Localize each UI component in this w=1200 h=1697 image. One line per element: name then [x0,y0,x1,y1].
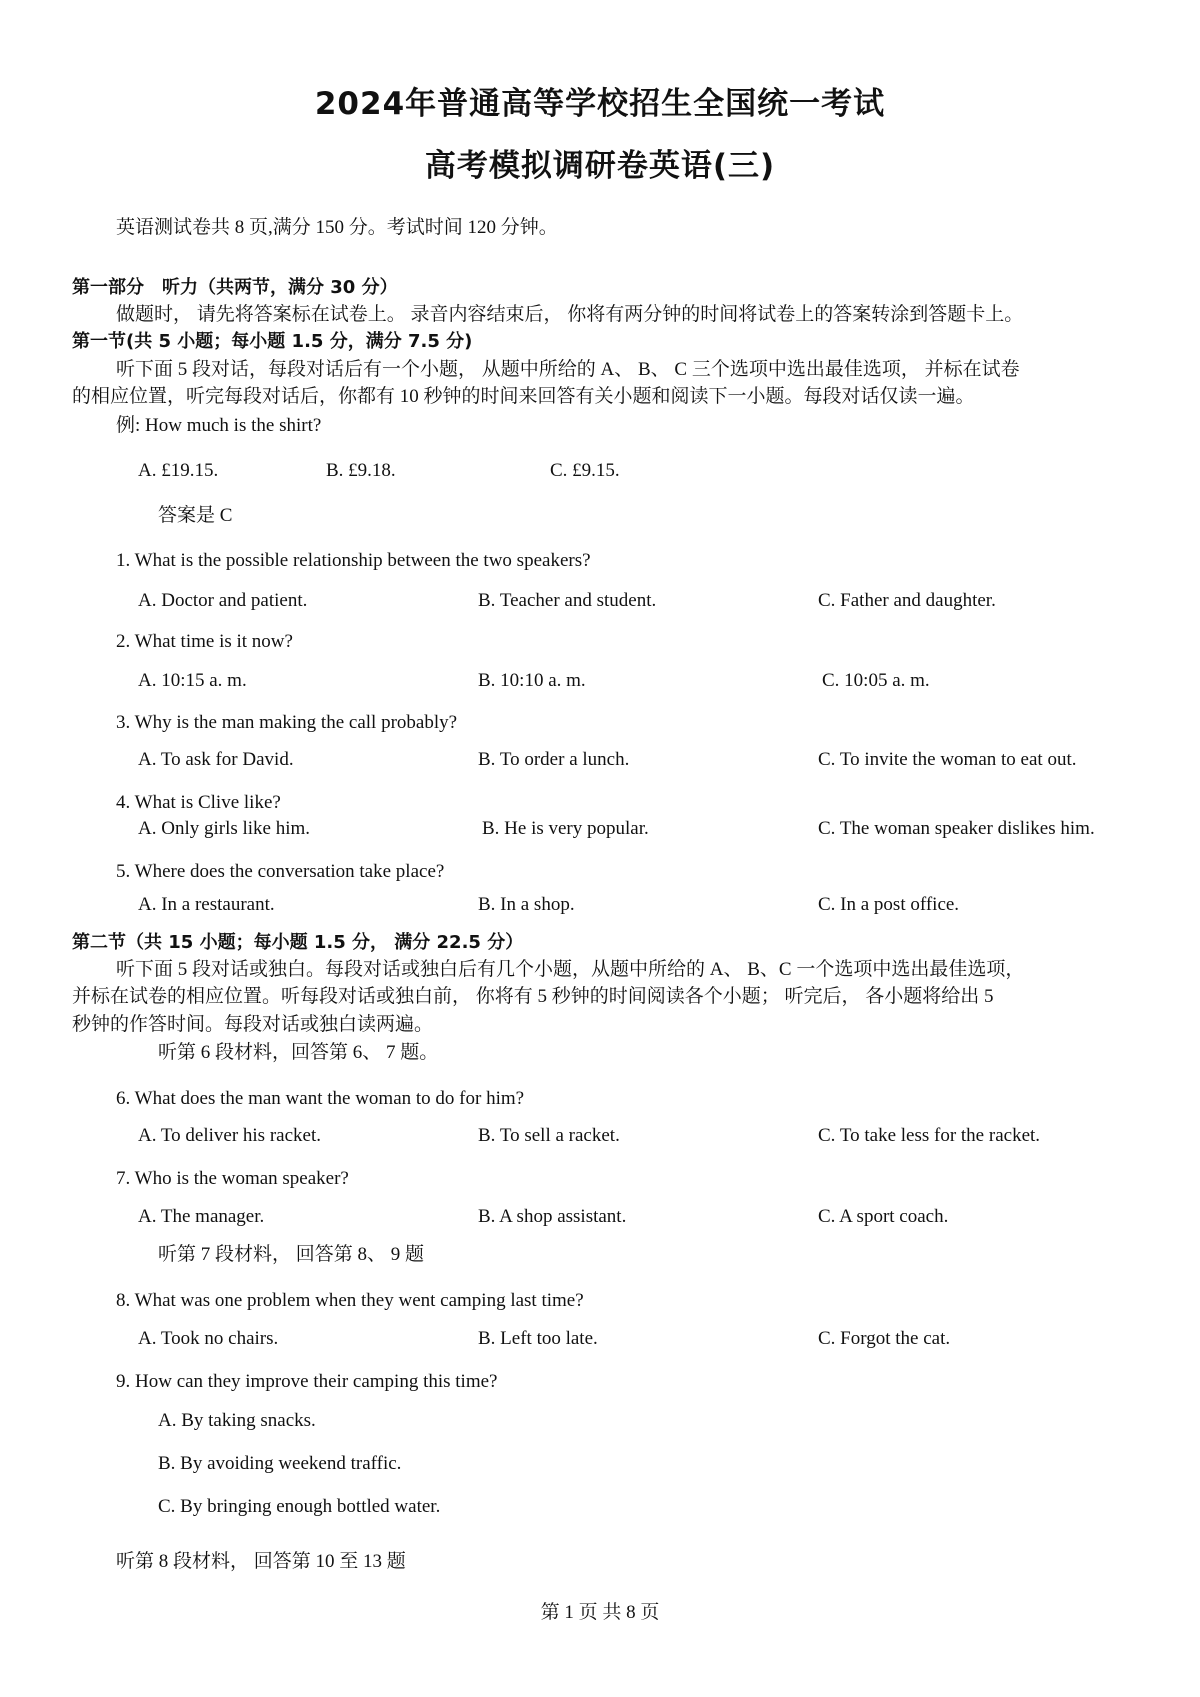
material-8-note: 听第 8 段材料， 回答第 10 至 13 题 [116,1551,406,1572]
part1-instruction: 做题时， 请先将答案标在试卷上。 录音内容结束后， 你将有两分钟的时间将试卷上的答案转涂到答题卡上。 [116,304,1024,325]
q4-option-a: A. Only girls like him. [138,818,311,839]
section1-heading: 第一节(共 5 小题；每小题 1.5 分，满分 7.5 分) [72,331,473,352]
exam-subtitle: 高考模拟调研卷英语(三) [424,148,776,184]
q8-option-c: C. Forgot the cat. [818,1328,951,1349]
q3-option-c: C. To invite the woman to eat out. [818,749,1077,770]
q4-option-c: C. The woman speaker dislikes him. [818,818,1095,839]
question-7: 7. Who is the woman speaker? [116,1168,349,1189]
q6-option-b: B. To sell a racket. [478,1125,620,1146]
q8-option-b: B. Left too late. [478,1328,598,1349]
part1-heading: 第一部分 听力（共两节，满分 30 分） [72,277,398,298]
section2-instruction-1: 听下面 5 段对话或独白。每段对话或独白后有几个小题，从题中所给的 A、 B、C 一个选项中选出最佳选项， [116,959,1025,980]
question-6: 6. What does the man want the woman to do for him? [116,1088,525,1109]
q4-option-b: B. He is very popular. [482,818,649,839]
example-option-c: C. £9.15. [550,460,620,481]
q7-option-b: B. A shop assistant. [478,1206,627,1227]
q8-option-a: A. Took no chairs. [138,1328,279,1349]
question-3: 3. Why is the man making the call probably? [116,712,458,733]
q9-option-c: C. By bringing enough bottled water. [158,1496,441,1517]
q7-option-a: A. The manager. [138,1206,265,1227]
q5-option-b: B. In a shop. [478,894,575,915]
section2-instruction-3: 秒钟的作答时间。每段对话或独白读两遍。 [72,1014,434,1035]
section1-instruction-1: 听下面 5 段对话，每段对话后有一个小题， 从题中所给的 A、 B、 C 三个选项中选出最佳选项， 并标在试卷 [116,359,1020,380]
q9-option-b: B. By avoiding weekend traffic. [158,1453,402,1474]
q5-option-a: A. In a restaurant. [138,894,275,915]
example-question: 例: How much is the shirt? [116,415,322,436]
q6-option-c: C. To take less for the racket. [818,1125,1041,1146]
material-7-note: 听第 7 段材料， 回答第 8、 9 题 [158,1244,425,1265]
q5-option-c: C. In a post office. [818,894,960,915]
question-2: 2. What time is it now? [116,631,293,652]
q9-option-a: A. By taking snacks. [158,1410,316,1431]
example-option-b: B. £9.18. [326,460,396,481]
section2-instruction-2: 并标在试卷的相应位置。听每段对话或独白前， 你将有 5 秒钟的时间阅读各个小题； 听完后， 各小题将给出 5 [72,986,994,1007]
question-1: 1. What is the possible relationship between the two speakers? [116,550,591,571]
q3-option-a: A. To ask for David. [138,749,294,770]
intro-text: 英语测试卷共 8 页,满分 150 分。考试时间 120 分钟。 [116,217,558,238]
material-6-note: 听第 6 段材料，回答第 6、 7 题。 [158,1042,439,1063]
q7-option-c: C. A sport coach. [818,1206,949,1227]
example-option-a: A. £19.15. [138,460,219,481]
question-9: 9. How can they improve their camping this time? [116,1371,498,1392]
q2-option-a: A. 10:15 a. m. [138,670,247,691]
q1-option-c: C. Father and daughter. [818,590,996,611]
q2-option-b: B. 10:10 a. m. [478,670,586,691]
q3-option-b: B. To order a lunch. [478,749,630,770]
question-5: 5. Where does the conversation take place? [116,861,445,882]
section2-heading: 第二节（共 15 小题；每小题 1.5 分， 满分 22.5 分） [72,932,524,953]
question-4: 4. What is Clive like? [116,792,281,813]
example-answer: 答案是 C [158,505,233,526]
exam-title: 2024年普通高等学校招生全国统一考试 [314,86,886,122]
question-8: 8. What was one problem when they went camping last time? [116,1290,584,1311]
q2-option-c: C. 10:05 a. m. [822,670,930,691]
section1-instruction-2: 的相应位置，听完每段对话后，你都有 10 秒钟的时间来回答有关小题和阅读下一小题。每段对话仅读一遍。 [72,386,975,407]
q6-option-a: A. To deliver his racket. [138,1125,321,1146]
q1-option-a: A. Doctor and patient. [138,590,308,611]
page-footer: 第 1 页 共 8 页 [540,1602,660,1623]
q1-option-b: B. Teacher and student. [478,590,657,611]
